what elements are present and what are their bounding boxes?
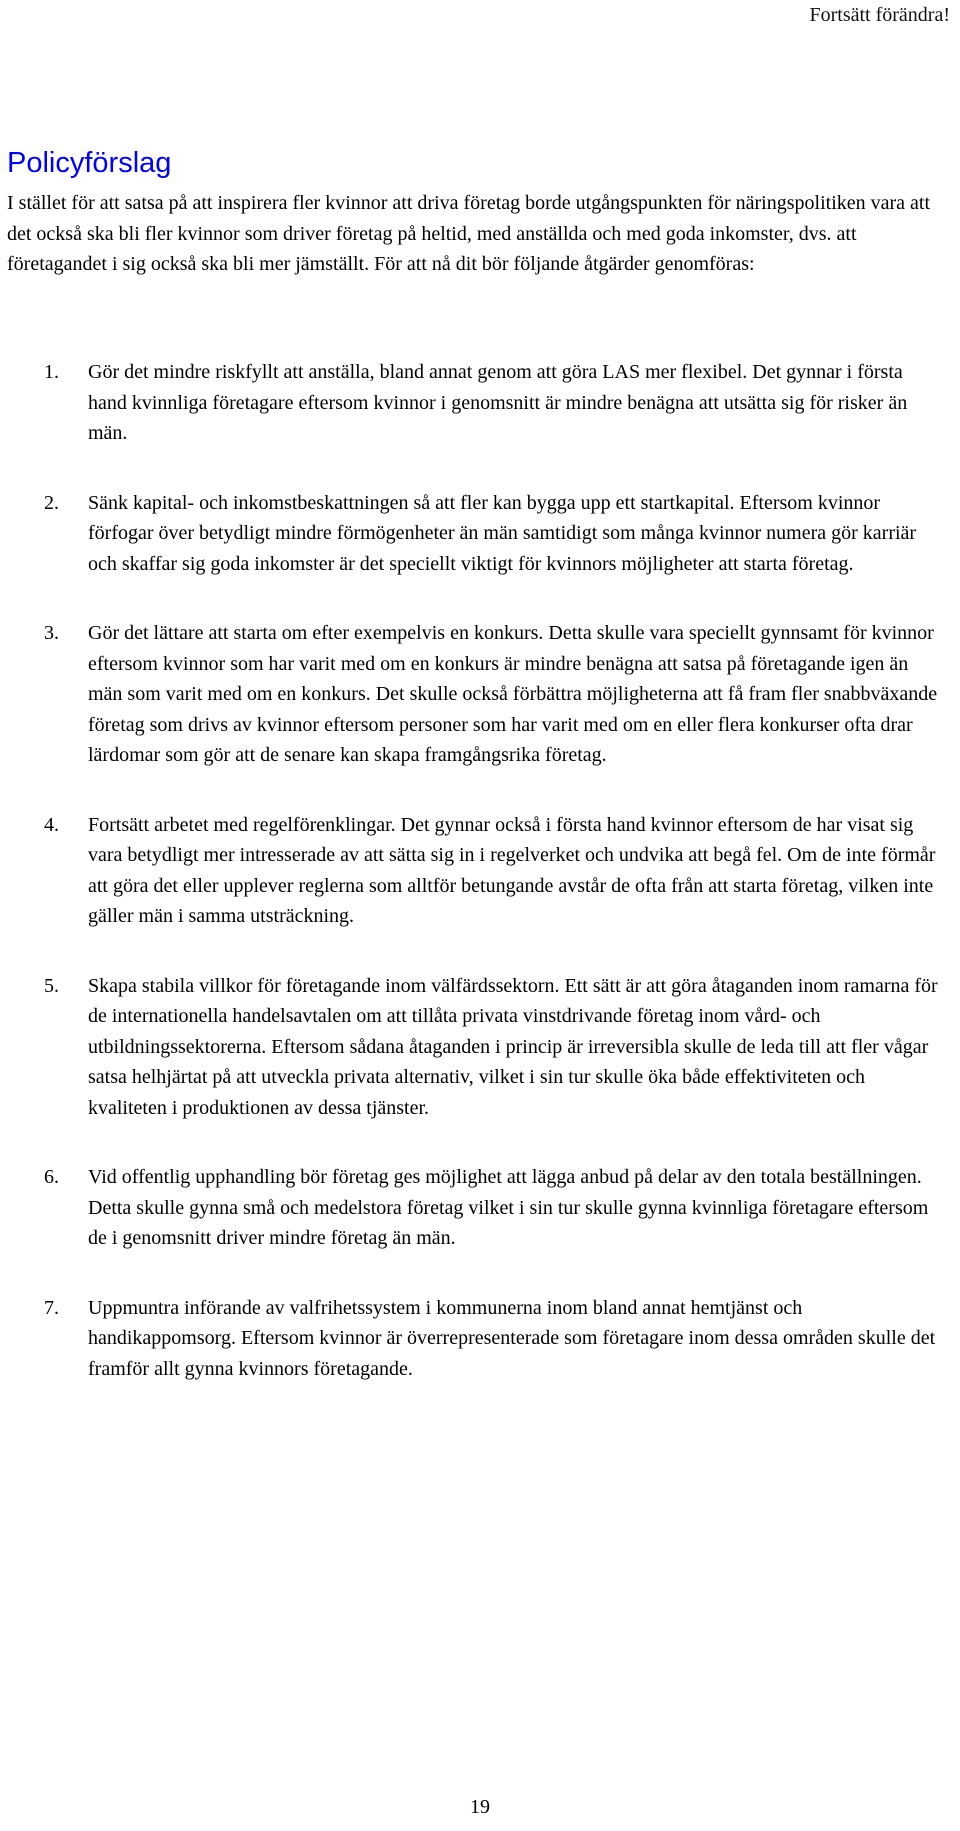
intro-paragraph: I stället för att satsa på att inspirera fler kvinnor att driva företag borde utgångspunkten för näringspolitiken vara att det också ska bli fler kvinnor som driver företag på heltid, med anställda och med goda inkomster, dvs. att företagandet i sig också ska bli mer jämställt. För att nå dit bör följande åtgärder genomföras: [7, 192, 931, 275]
list-item-text: Gör det lättare att starta om efter exempelvis en konkurs. Detta skulle vara speciellt gynnsamt för kvinnor eftersom kvinnor som har varit med om en konkurs är mindre benägna att satsa på företagande igen än män som varit med om en konkurs. Det skulle också förbättra möjligheterna att få fram fler snabbväxande företag som drivs av kvinnor eftersom personer som har varit med om en eller flera konkurser ofta drar lärdomar som gör att de senare kan skapa framgångsrika företag. [88, 622, 938, 766]
list-item-number: 4. [44, 813, 59, 836]
list-item [0, 1162, 940, 1254]
list-item [0, 488, 940, 580]
list-item-number: 3. [44, 622, 59, 644]
page-number: 19 [470, 1796, 490, 1818]
list-item-number: 2. [44, 491, 59, 514]
running-header: Fortsätt förändra! [809, 4, 950, 26]
list-item-text: Skapa stabila villkor för företagande inom välfärdssektorn. Ett sätt är att göra åtaganden inom ramarna för de internationella handelsavtalen om att tillåta privata vinstdrivande företag inom vård- och utbildningssektorerna. Eftersom sådana åtaganden i princip är irreversibla skulle de leda till att fler vågar satsa helhjärtat på att utveckla privata alternativ, vilket i sin tur skulle öka både effektiviteten och kvaliteten i produktionen av dessa tjänster. [88, 974, 938, 1119]
list-item [0, 810, 940, 932]
list-item [0, 971, 940, 1124]
list-item-text: Uppmuntra införande av valfrihetssystem i kommunerna inom bland annat hemtjänst och handikappomsorg. Eftersom kvinnor är överrepresenterade som företagare inom dessa områden skulle det framför allt gynna kvinnors företagande. [88, 1296, 936, 1380]
list-item-text: Gör det mindre riskfyllt att anställa, bland annat genom att göra LAS mer flexibel. Det gynnar i första hand kvinnliga företagare eftersom kvinnor i genomsnitt är mindre benägna att utsätta sig för risker än män. [88, 361, 908, 444]
list-item-text: Sänk kapital- och inkomstbeskattningen så att fler kan bygga upp ett startkapital. Eftersom kvinnor förfogar över betydligt mindre förmögenheter än män samtidigt som många kvinnor numera gör karriär och skaffar sig goda inkomster är det speciellt viktigt för kvinnors möjligheter att starta företag. [88, 491, 917, 575]
section-heading: Policyförslag [7, 147, 172, 179]
list-item-number: 1. [44, 361, 59, 383]
list-item [0, 618, 940, 771]
list-item [0, 357, 940, 449]
list-item-text: Vid offentlig upphandling bör företag ges möjlighet att lägga anbud på delar av den totala beställningen. Detta skulle gynna små och medelstora företag vilket i sin tur skulle gynna kvinnliga företagare eftersom de i genomsnitt driver mindre företag än män. [88, 1166, 929, 1249]
list-item-text: Fortsätt arbetet med regelförenklingar. Det gynnar också i första hand kvinnor eftersom de har visat sig vara betydligt mer intresserade av att sätta sig in i regelverket och undvika att begå fel. Om de inte förmår att göra det eller upplever reglerna som alltför betungande avstår de ofta från att starta företag, vilken inte gäller män i samma utsträckning. [88, 813, 936, 927]
list-item-number: 5. [44, 974, 59, 997]
list-item [0, 1293, 940, 1385]
policy-list [0, 357, 960, 1423]
list-item-number: 6. [44, 1166, 59, 1188]
list-item-number: 7. [44, 1296, 59, 1319]
